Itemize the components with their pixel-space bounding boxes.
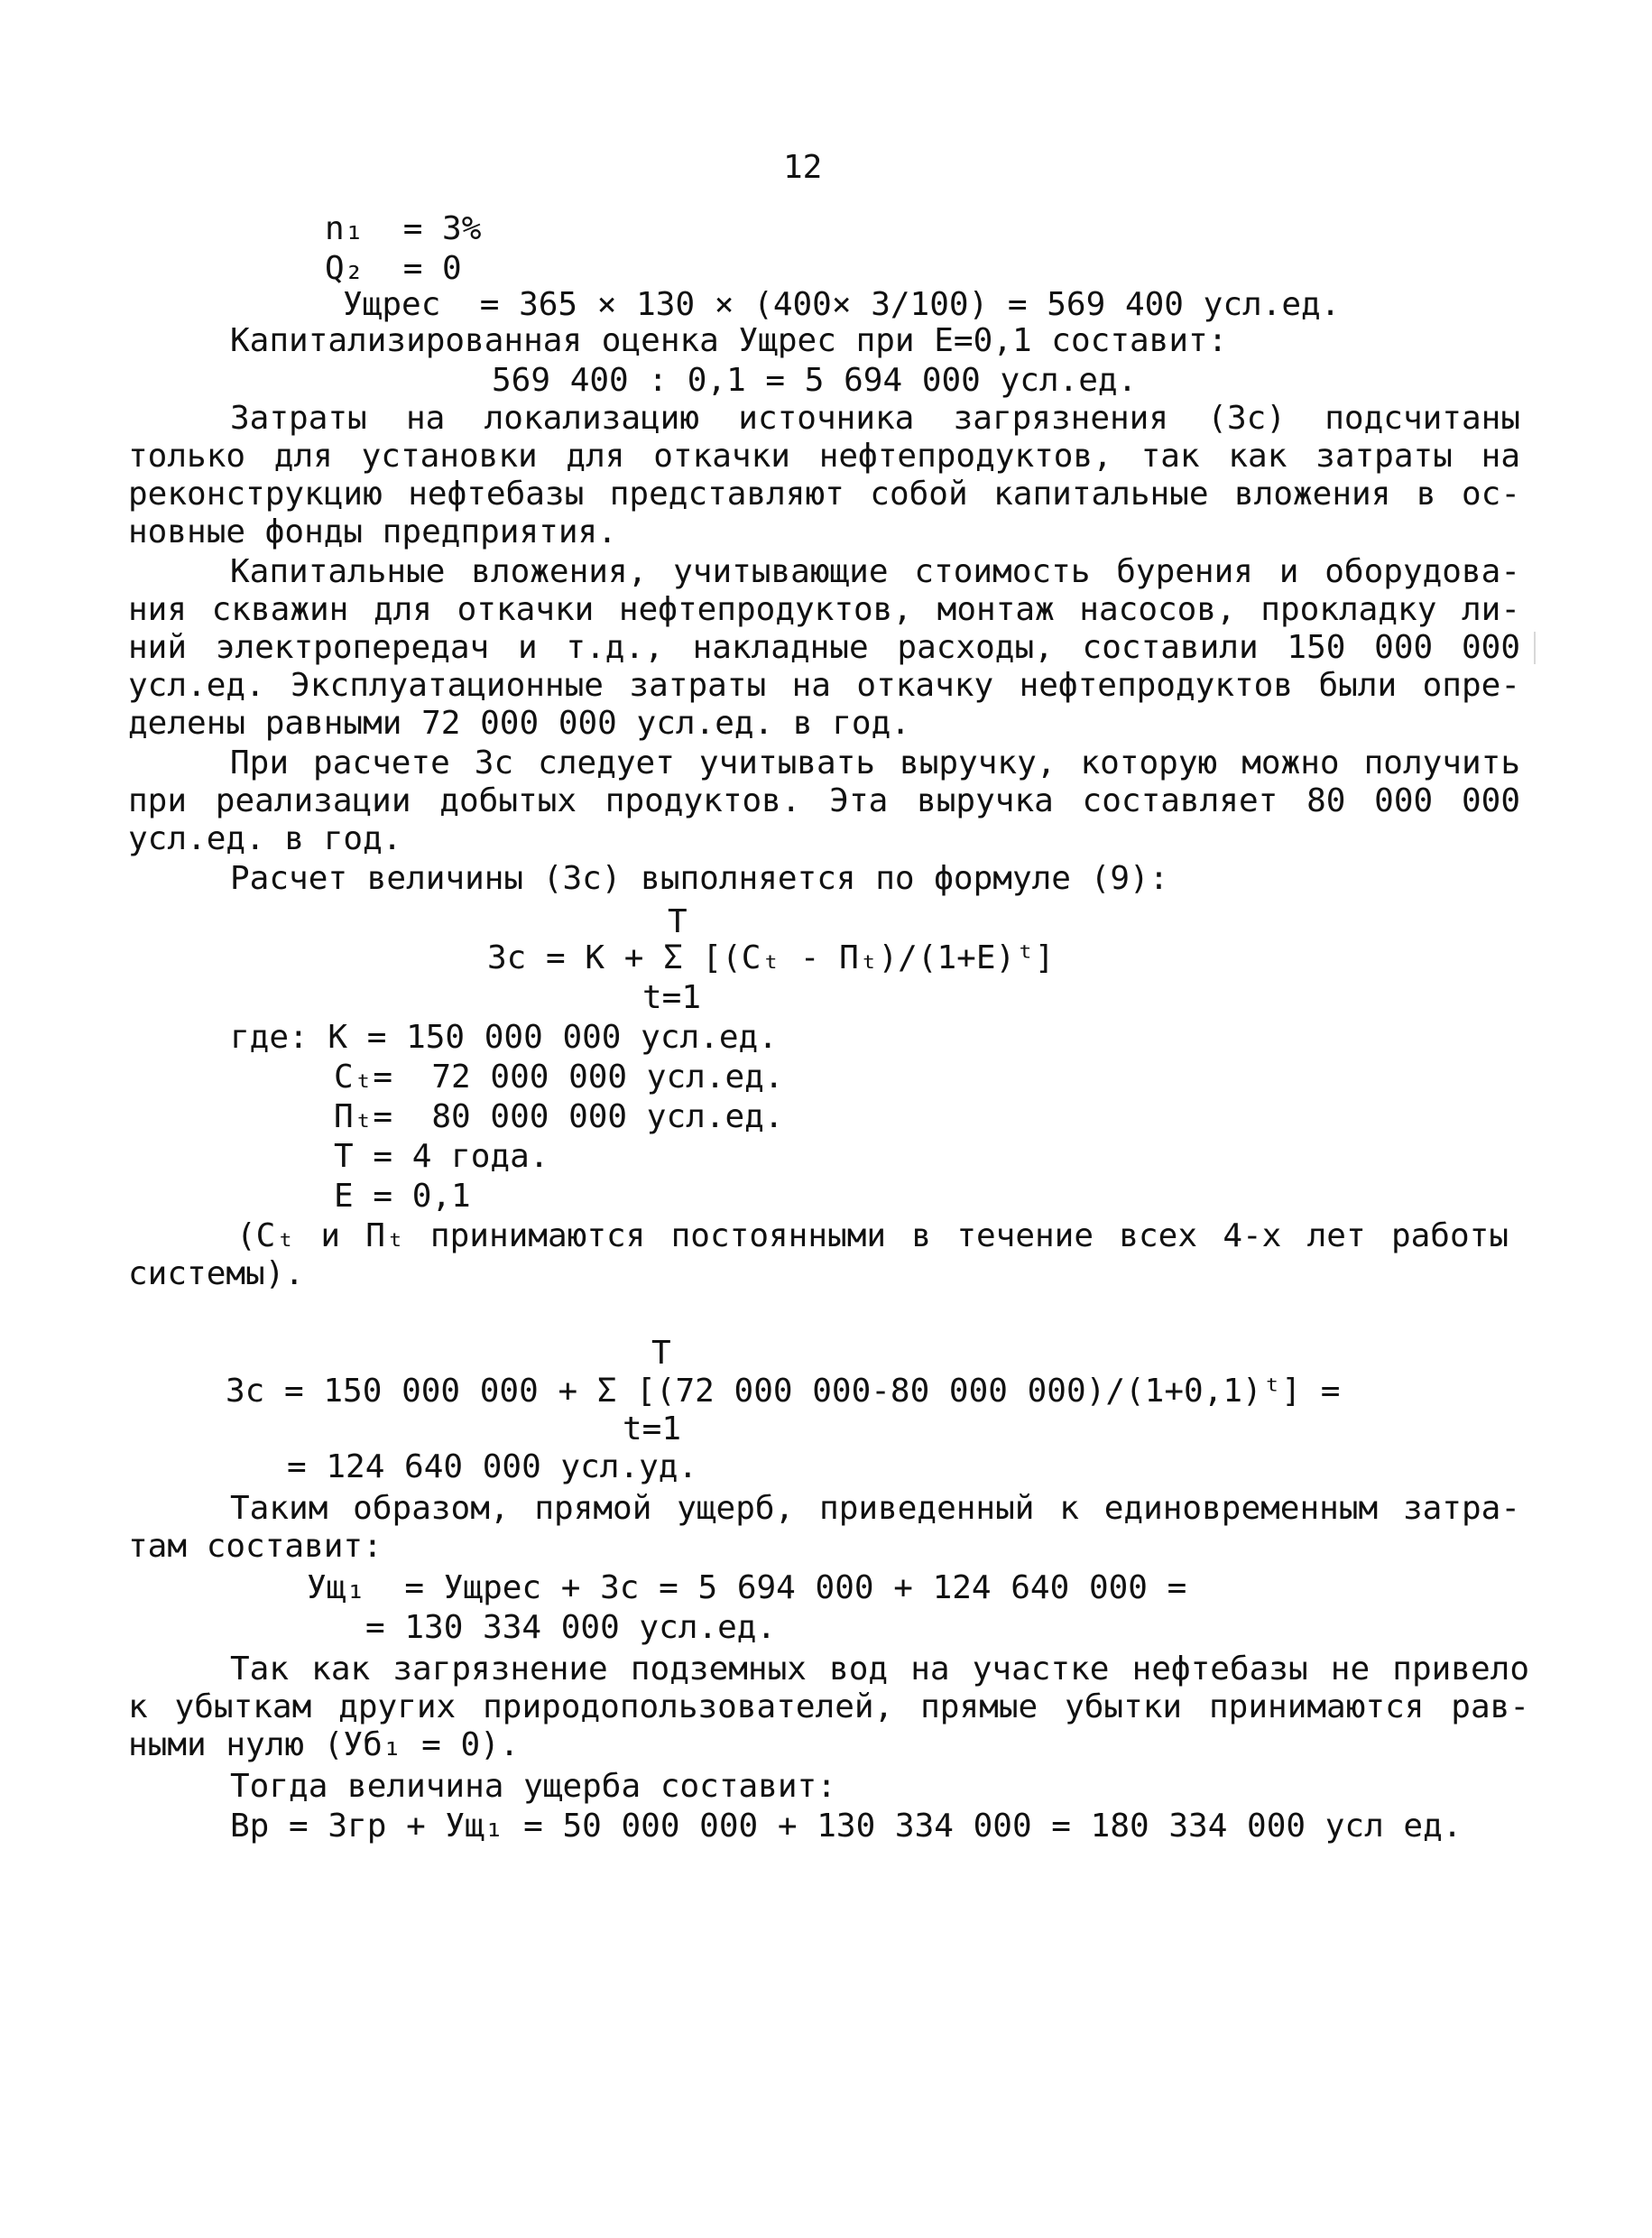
where-pt: Пₜ= 80 000 000 усл.ед. [334, 1098, 784, 1135]
formula-zc-computed: Зс = 150 000 000 + Σ [(72 000 000-80 000 000)/(1+0,1)ᵗ] = [226, 1373, 1341, 1410]
sum-upper-limit: T [651, 1335, 671, 1372]
paragraph-line: При расчете Зс следует учитывать выручку, которую можно получить [230, 744, 1520, 781]
formula-zc: Зс = К + Σ [(Cₜ - Пₜ)/(1+E)ᵗ] [487, 939, 1055, 976]
formula-ush-res: Ущрес = 365 × 130 × (400× 3/100) = 569 400 усл.ед. [343, 286, 1341, 323]
formula-q2: Q₂ = 0 [325, 250, 462, 287]
paragraph-line: Так как загрязнение подземных вод на участке нефтебазы не привело [230, 1651, 1529, 1688]
formula-ush1: Ущ₁ = Ущрес + Зс = 5 694 000 + 124 640 000 = [307, 1569, 1187, 1606]
paragraph-line: Затраты на локализацию источника загрязнения (Зс) подсчитаны [230, 400, 1520, 437]
formula-zc-result: = 124 640 000 усл.уд. [287, 1448, 698, 1485]
paragraph-line: Расчет величины (Зс) выполняется по формуле (9): [230, 860, 1169, 897]
sum-upper-limit: T [668, 903, 688, 940]
sum-lower-limit: t=1 [623, 1410, 682, 1447]
text-capitalized: Капитализированная оценка Ущрес при Е=0,1 составит: [230, 322, 1228, 359]
paragraph-line: делены равными 72 000 000 усл.ед. в год. [128, 705, 910, 742]
paragraph-line: там составит: [128, 1528, 383, 1565]
paragraph-line: Тогда величина ущерба составит: [230, 1768, 836, 1805]
formula-vr: Вр = Згр + Ущ₁ = 50 000 000 + 130 334 000 = 180 334 000 усл ед. [230, 1808, 1463, 1845]
where-t: T = 4 года. [334, 1138, 549, 1175]
paragraph-line: реконструкцию нефтебазы представляют собой капитальные вложения в ос- [128, 476, 1520, 513]
where-ct: Cₜ= 72 000 000 усл.ед. [334, 1059, 784, 1096]
paragraph-line: ний электропередач и т.д., накладные расходы, составили 150 000 000 [128, 629, 1520, 666]
paragraph-line: (Cₜ и Пₜ принимаются постоянными в течение всех 4-х лет работы [236, 1217, 1509, 1254]
paragraph-line: только для установки для откачки нефтепродуктов, так как затраты на [128, 438, 1520, 475]
paragraph-line: Таким образом, прямой ущерб, приведенный к единовременным затра- [230, 1490, 1520, 1527]
paragraph-line: усл.ед. в год. [128, 820, 402, 857]
formula-n1: n₁ = 3% [325, 210, 482, 247]
paragraph-line: Капитальные вложения, учитывающие стоимость бурения и оборудова- [230, 553, 1520, 590]
paragraph-line: ными нулю (Уб₁ = 0). [128, 1726, 520, 1763]
paragraph-line: при реализации добытых продуктов. Эта выручка составляет 80 000 000 [128, 782, 1520, 819]
paragraph-line: усл.ед. Эксплуатационные затраты на откачку нефтепродуктов были опре- [128, 667, 1520, 704]
page-number: 12 [783, 149, 823, 186]
formula-ush1-result: = 130 334 000 усл.ед. [365, 1609, 777, 1646]
where-e: E = 0,1 [334, 1178, 471, 1215]
paragraph-line: к убыткам других природопользователей, прямые убытки принимаются рав- [128, 1688, 1529, 1725]
paragraph-line: новные фонды предприятия. [128, 513, 617, 550]
sum-lower-limit: t=1 [642, 979, 702, 1016]
where-k: где: К = 150 000 000 усл.ед. [230, 1019, 778, 1056]
paragraph-line: системы). [128, 1255, 305, 1292]
paragraph-line: ния скважин для откачки нефтепродуктов, монтаж насосов, прокладку ли- [128, 591, 1520, 628]
scan-artifact [1534, 632, 1536, 664]
formula-capitalized: 569 400 : 0,1 = 5 694 000 усл.ед. [492, 362, 1138, 399]
